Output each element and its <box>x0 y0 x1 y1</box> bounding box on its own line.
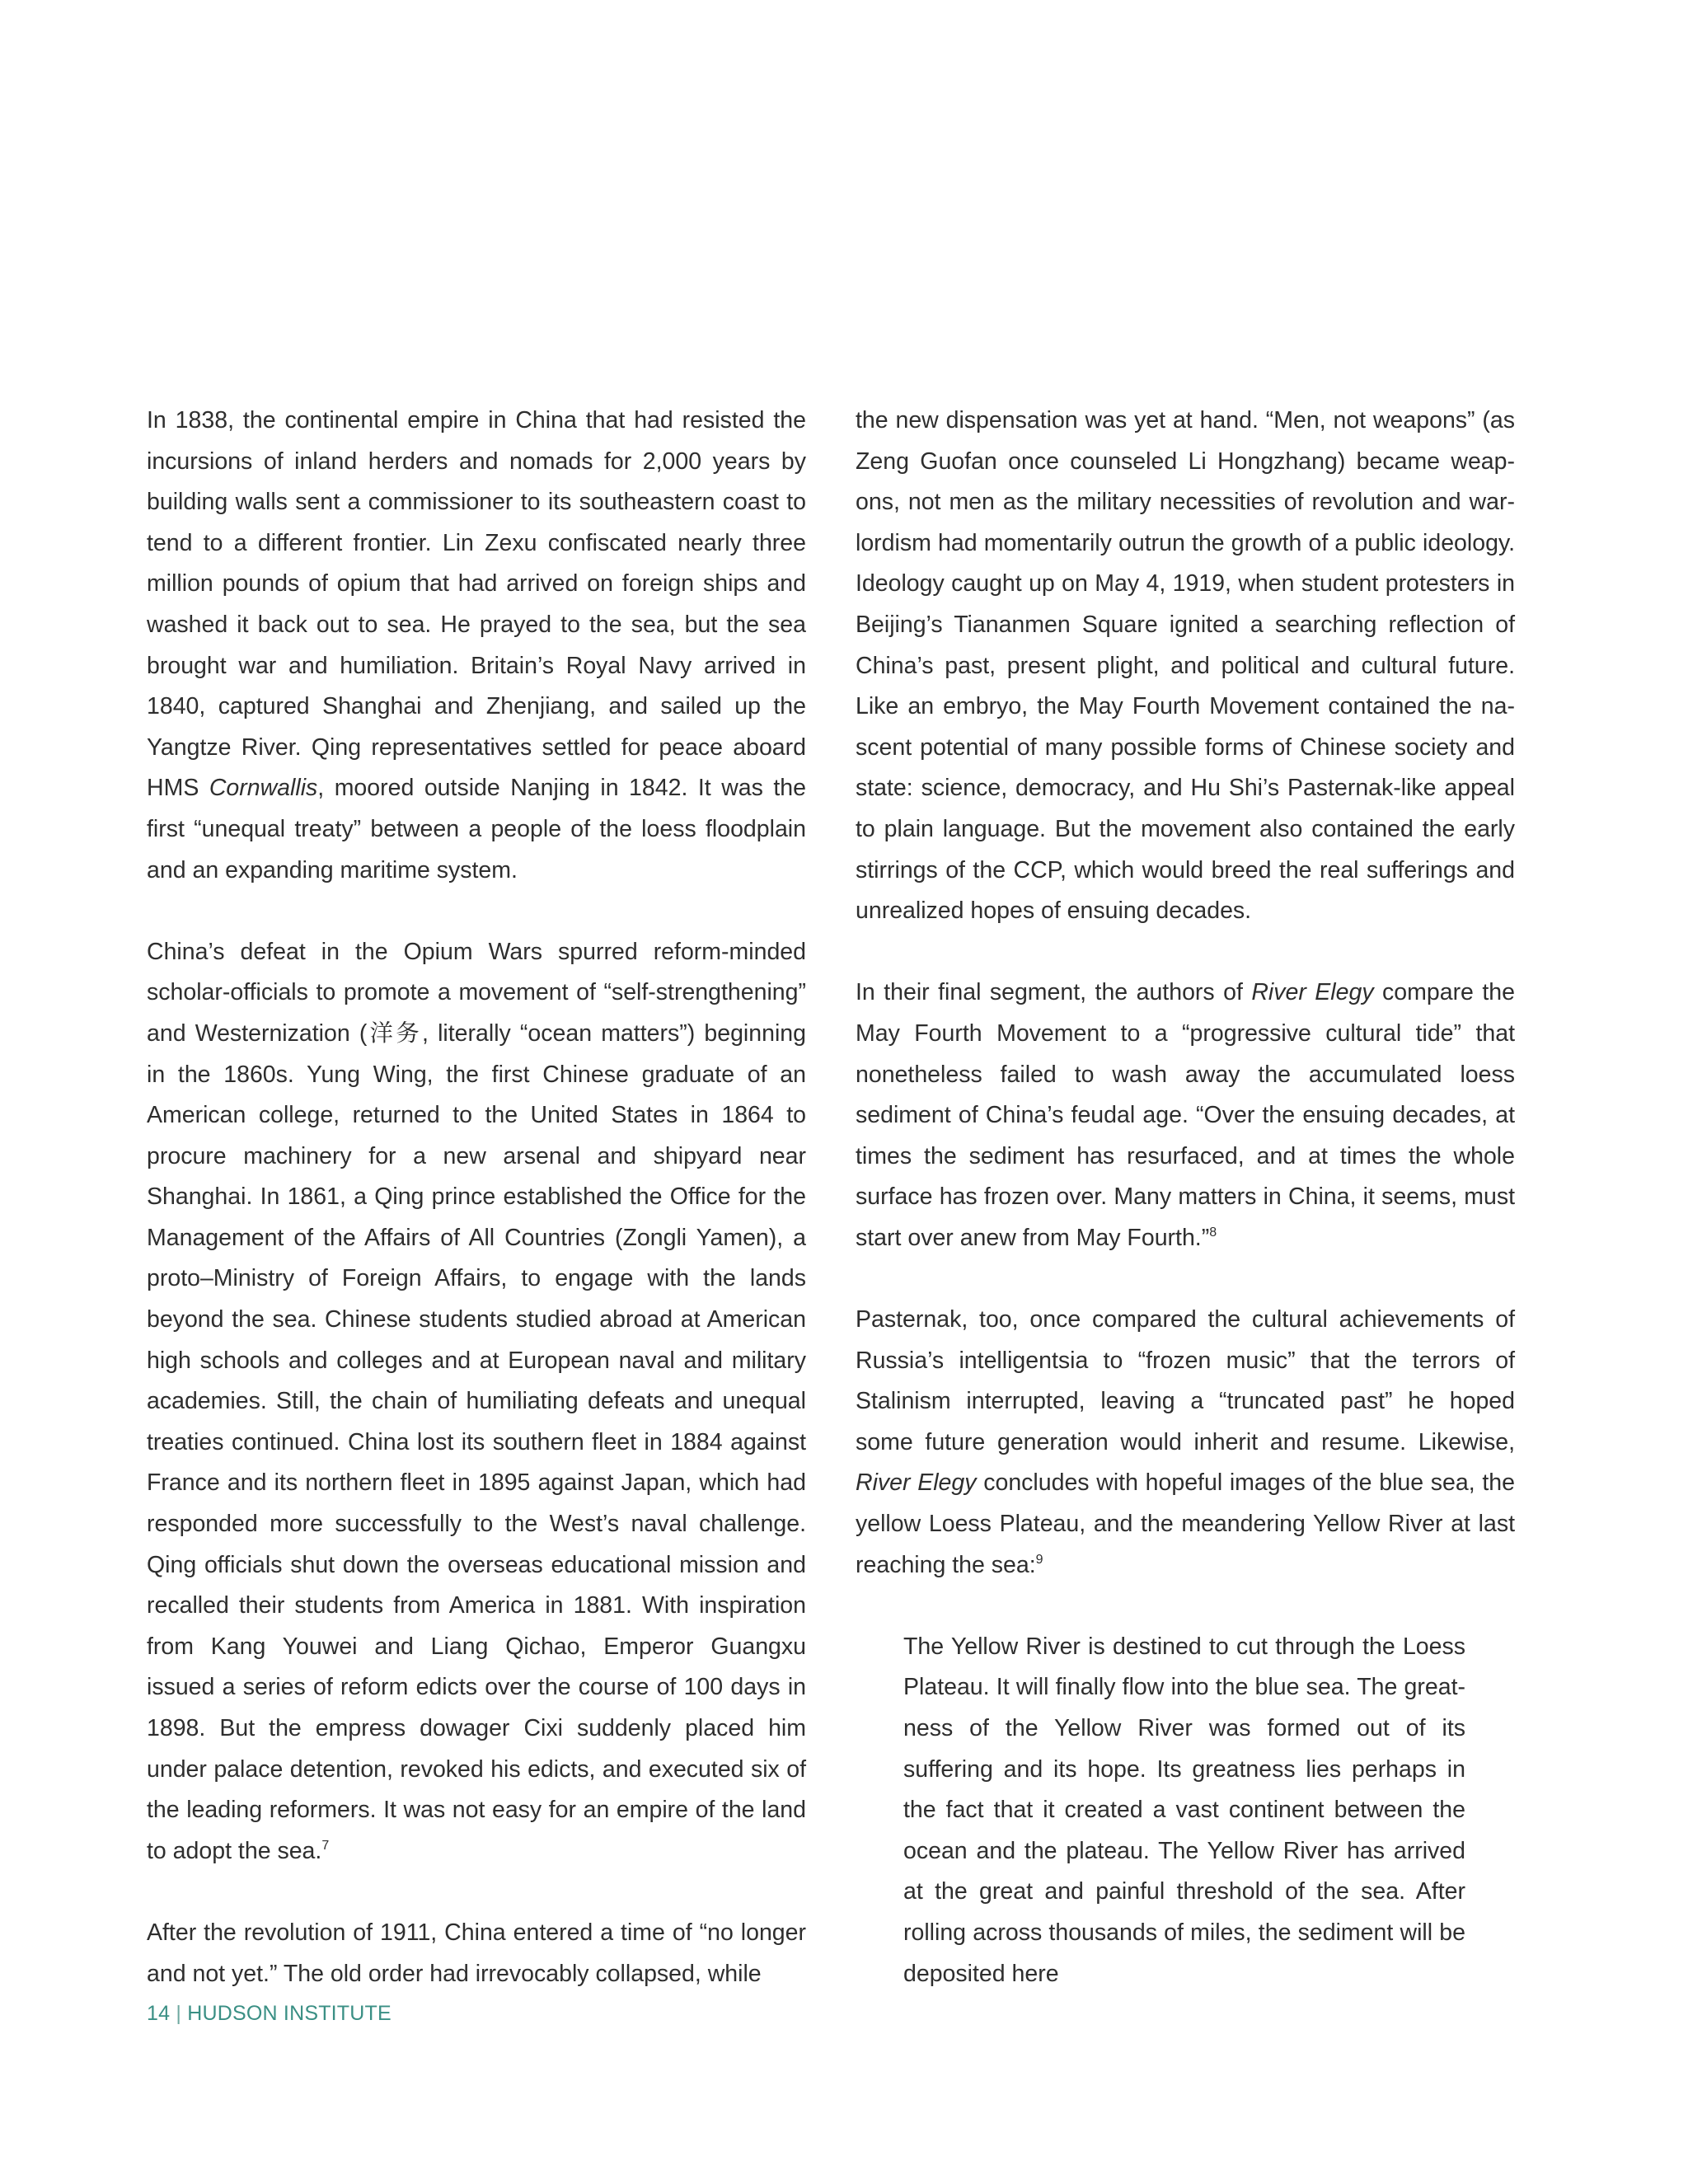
paragraph-may-fourth <box>856 401 1515 932</box>
paragraph-text: China’s defeat in the Opium Wars spurred reform-minded scholar-officials to promote a movement of “self-strengthening” and Westernization (洋务, literally “ocean matters”) beginning in the 1860s. Yung Wing, the first Chinese graduate of an American college, returned to the United States in 1864 to procure machinery for a new arsenal and shipyard near Shanghai. In 1861, a Qing prince established the Office for the Management of the Affairs of All Countries (Zongli Yamen), a proto–Ministry of Foreign Affairs, to engage with the lands beyond the sea. Chinese students studied abroad at American high schools and colleges and at European naval and military academies. Still, the chain of humiliating defeats and unequal treaties continued. China lost its southern fleet in 1884 against France and its northern fleet in 1895 against Japan, which had responded more successfully to the West’s naval challenge. Qing officials shut down the overseas educational mission and recalled their students from America in 1881. With inspiration from Kang Youwei and Liang Qichao, Emperor Guangxu issued a series of reform edicts over the course of 100 days in 1898. But the empress dowager Cixi suddenly placed him under palace detention, revoked his edicts, and executed six of the leading reformers. It was not easy for an empire of the land to adopt the sea. <box>147 938 806 1864</box>
paragraph-text: After the revolution of 1911, China entered a time of “no longer and not yet.” The old order had irrevocably collapsed, while <box>147 1919 806 1987</box>
work-title: River Elegy <box>856 1469 977 1497</box>
quote-text: The Yellow River is destined to cut through the Loess Plateau. It will finally flow into the blue sea. The greatness of the Yellow River was formed out of its suffering and its hope. Its greatness lies perhaps in the fact that it created a vast continent between the ocean and the plateau. The Yellow River has arrived at the great and painful threshold of the sea. After rolling across thousands of miles, the sediment will be deposited here <box>903 1633 1465 1987</box>
paragraph-text: concludes with hopeful images of the blue sea, the yellow Loess Plateau, and the meandering Yellow River at last reaching the sea: <box>856 1469 1516 1578</box>
left-column <box>147 401 806 1994</box>
work-title: River Elegy <box>1251 979 1374 1006</box>
paragraph-text: In 1838, the continental empire in China that had resisted the incursions of inland herders and nomads for 2,000 years by building walls sent a commissioner to its southeastern coast to tend to a different frontier. Lin Zexu confiscated nearly three million pounds of opium that had arrived on foreign ships and washed it back out to sea. He prayed to the sea, but the sea brought war and humiliation. Britain’s Royal Navy arrived in 1840, captured Shanghai and Zhenjiang, and sailed up the Yangtze River. Qing representatives settled for peace aboard HMS <box>147 407 806 802</box>
paragraph-pasternak <box>856 1300 1515 1586</box>
footnote-ref-9[interactable]: 9 <box>1035 1552 1043 1567</box>
page-number: 14 <box>147 2002 171 2025</box>
right-column <box>856 401 1515 1994</box>
footer-separator: | <box>176 2002 182 2025</box>
footnote-ref-8[interactable]: 8 <box>1209 1225 1217 1240</box>
paragraph-text: compare the May Fourth Movement to a “progressive cultural tide” that nonetheless failed to wash away the accumulated loess sediment of China’s feudal age. “Over the ensuing decades, at times the sediment has resurfaced, and at times the whole surface has frozen over. Many matters in China, it seems, must start over anew from May Fourth.” <box>856 979 1515 1251</box>
paragraph-text: Pasternak, too, once compared the cultural achievements of Russia’s intelligentsia to “frozen music” that the terrors of Stalinism interrupted, leaving a “truncated past” he hoped some future generation would inherit and resume. Likewise, <box>856 1306 1515 1455</box>
page-footer <box>147 1999 392 2027</box>
paragraph-self-strengthening <box>147 932 806 1872</box>
footnote-ref-7[interactable]: 7 <box>321 1838 330 1853</box>
paragraph-text: the new dispensation was yet at hand. “Men, not weapons” (as Zeng Guofan once counseled Li Hongzhang) became weapons, not men as the military necessities of revolution and warlordism had momentarily outrun the growth of a public ideology. Ideology caught up on May 4, 1919, when student protesters in Beijing’s Tiananmen Square ignited a searching reflection of China’s past, present plight, and political and cultural future. Like an embryo, the May Fourth Movement contained the nascent potential of many possible forms of Chinese society and state: science, democracy, and Hu Shi’s Pasternak-like appeal to plain language. But the movement also contained the early stirrings of the CCP, which would breed the real sufferings and unrealized hopes of ensuing decades. <box>856 407 1515 925</box>
publisher-name: HUDSON INSTITUTE <box>187 2002 392 2025</box>
paragraph-text: , moored outside Nanjing in 1842. It was the first “unequal treaty” between a people of the loess floodplain and an expanding maritime system. <box>147 775 806 883</box>
block-quote <box>903 1627 1465 1994</box>
paragraph-river-elegy <box>856 972 1515 1258</box>
paragraph-text: In their final segment, the authors of <box>856 979 1252 1006</box>
paragraph-revolution-1911 <box>147 1913 806 1994</box>
ship-name: Cornwallis <box>209 775 318 802</box>
paragraph-opium-war <box>147 401 806 891</box>
